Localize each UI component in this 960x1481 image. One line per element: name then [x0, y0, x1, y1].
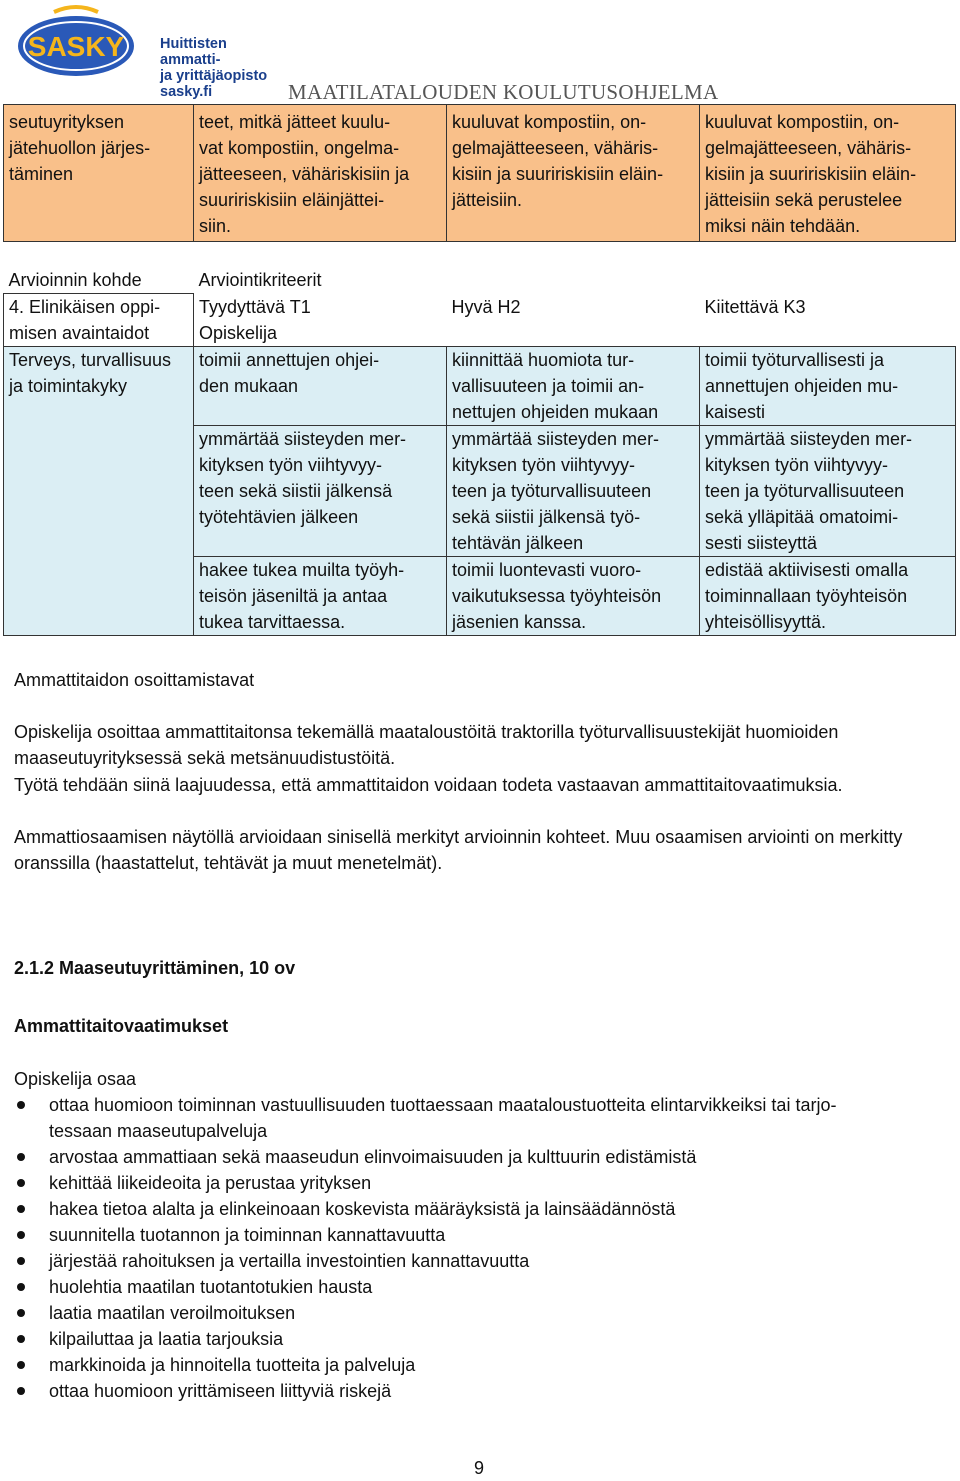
bullet-icon: [17, 1335, 25, 1343]
bullet-icon: [17, 1153, 25, 1161]
sasky-logo-mark: [14, 4, 154, 80]
bullet-icon: [17, 1309, 25, 1317]
table-row: [4, 347, 956, 426]
sasky-logo: [14, 4, 284, 100]
demonstration-heading: Ammattitaidon osoittamistavat: [14, 670, 255, 690]
col-header-criteria: Arviointikriteerit: [194, 267, 956, 294]
list-item: [14, 1092, 949, 1144]
logo-url: sasky.fi: [160, 84, 213, 100]
criteria-k3: ymmärtää siisteyden mer- kityksen työn viihtyvyy- teen ja työturvallisuuteen sekä ylläpitää omatoimi- sesti siisteyttä: [700, 426, 956, 557]
bullet-icon: [17, 1283, 25, 1291]
level-k3: Kiitettävä K3: [700, 294, 956, 320]
logo-line1: Huittisten ammatti-: [160, 36, 227, 68]
subheading: Ammattitaitovaatimukset: [14, 1016, 229, 1036]
level-t1: Tyydyttävä T1: [194, 294, 447, 320]
list-item-text: kehittää liikeideoita ja perustaa yrityksen: [49, 1173, 372, 1193]
criteria-t1: ymmärtää siisteyden mer- kityksen työn viihtyvyy- teen sekä siistii jälkensä työtehtävien jälkeen: [194, 426, 447, 557]
criteria-h2: ymmärtää siisteyden mer- kityksen työn viihtyvyy- teen ja työturvallisuuteen sekä siistii jälkensä työ- tehtävän jälkeen: [447, 426, 700, 557]
list-item: [14, 1300, 949, 1326]
section-heading: 2.1.2 Maaseutuyrittäminen, 10 ov: [14, 958, 296, 978]
paragraph: Työtä tehdään siinä laajuudessa, että ammattitaidon voidaan todeta vastaavan ammattitaitovaatimuksia.: [14, 775, 843, 795]
bullet-icon: [17, 1361, 25, 1369]
col-header-target: Arvioinnin kohde: [4, 267, 194, 294]
page-number: 9: [474, 1458, 485, 1478]
target-label: Terveys, turvallisuus ja toimintakyky: [4, 347, 194, 636]
page-header-title: MAATILATALOUDEN KOULUTUSOHJELMA: [288, 80, 719, 104]
list-item: [14, 1196, 949, 1222]
criteria-t1: toimii annettujen ohjei- den mukaan: [194, 347, 447, 426]
list-item-text: ottaa huomioon yrittämiseen liittyviä riskejä: [49, 1381, 392, 1401]
list-item-text: huolehtia maatilan tuotantotukien hausta: [49, 1277, 373, 1297]
logo-text: [160, 36, 284, 100]
table-cell: kuuluvat kompostiin, on- gelmajätteeseen, vähäris- kisiin ja suuririskisiin eläin- jätteisiin.: [447, 105, 700, 242]
competence-label: 4. Elinikäisen oppi- misen avaintaidot: [4, 294, 194, 347]
criteria-k3: toimii työturvallisesti ja annettujen ohjeiden mu- kaisesti: [700, 347, 956, 426]
list-item: [14, 1248, 949, 1274]
bullet-icon: [17, 1257, 25, 1265]
table-row: [4, 105, 956, 242]
list-item: [14, 1222, 949, 1248]
list-item-text: hakea tietoa alalta ja elinkeinoaan koskevista määräyksistä ja lainsäädännöstä: [49, 1199, 676, 1219]
levels-row: [4, 294, 956, 320]
criteria-h2: kiinnittää huomiota tur- vallisuuteen ja toimii an- nettujen ohjeiden mukaan: [447, 347, 700, 426]
paragraph: Ammattiosaamisen näytöllä arvioidaan sinisellä merkityt arvioinnin kohteet. Muu osaamisen arviointi on merkitty oranssilla (haastattelut, tehtävät ja muut menetelmät).: [14, 827, 903, 873]
list-intro: Opiskelija osaa: [14, 1069, 137, 1089]
student-label: Opiskelija: [194, 320, 956, 347]
criteria-t1: hakee tukea muilta työyh- teisön jäseniltä ja antaa tukea tarvittaessa.: [194, 557, 447, 636]
level-h2: Hyvä H2: [447, 294, 700, 320]
criteria-h2: toimii luontevasti vuoro- vaikutuksessa työyhteisön jäsenien kanssa.: [447, 557, 700, 636]
table-header-row: [4, 267, 956, 294]
table-cell: kuuluvat kompostiin, on- gelmajätteeseen, vähäris- kisiin ja suuririskisiin eläin- jätteisiin sekä perustelee miksi näin tehdään.: [700, 105, 956, 242]
bullet-icon: [17, 1387, 25, 1395]
paragraph: Opiskelija osoittaa ammattitaitonsa tekemällä maataloustöitä traktorilla työturvallisuustekijät huomioiden maaseutuyrityksessä sekä metsänuudistustöitä.: [14, 722, 839, 768]
list-item: [14, 1170, 949, 1196]
list-item-text: arvostaa ammattiaan sekä maaseudun elinvoimaisuuden ja kulttuurin edistämistä: [49, 1147, 697, 1167]
criteria-k3: edistää aktiivisesti omalla toiminnallaan työyhteisön yhteisöllisyyttä.: [700, 557, 956, 636]
list-item: [14, 1326, 949, 1352]
bullet-icon: [17, 1101, 25, 1109]
assessment-criteria-table: [3, 267, 956, 636]
list-item-text: kilpailuttaa ja laatia tarjouksia: [49, 1329, 284, 1349]
bullet-icon: [17, 1231, 25, 1239]
bullet-icon: [17, 1205, 25, 1213]
list-item-text: markkinoida ja hinnoitella tuotteita ja palveluja: [49, 1355, 416, 1375]
list-item-text: laatia maatilan veroilmoituksen: [49, 1303, 296, 1323]
requirements-list: [14, 1092, 949, 1404]
list-item-text: suunnitella tuotannon ja toiminnan kannattavuutta: [49, 1225, 446, 1245]
continued-criteria-table: [3, 104, 956, 242]
list-item: [14, 1352, 949, 1378]
logo-line2: ja yrittäjäopisto: [160, 68, 268, 84]
table-cell: seutuyrityksen jätehuollon järjes- täminen: [4, 105, 194, 242]
list-item: [14, 1144, 949, 1170]
list-item-text: ottaa huomioon toiminnan vastuullisuuden tuottaessaan maataloustuotteita elintarvikkeiksi tai tarjo- tessaan maaseutupalveluja: [49, 1095, 837, 1141]
table-cell: teet, mitkä jätteet kuulu- vat kompostiin, ongelma- jätteeseen, vähäriskisiin ja suuririskisiin eläinjättei- siin.: [194, 105, 447, 242]
list-item: [14, 1274, 949, 1300]
bullet-icon: [17, 1179, 25, 1187]
logo-brand: SASKY: [27, 31, 125, 62]
list-item-text: järjestää rahoituksen ja vertailla investointien kannattavuutta: [49, 1251, 530, 1271]
list-item: [14, 1378, 949, 1404]
